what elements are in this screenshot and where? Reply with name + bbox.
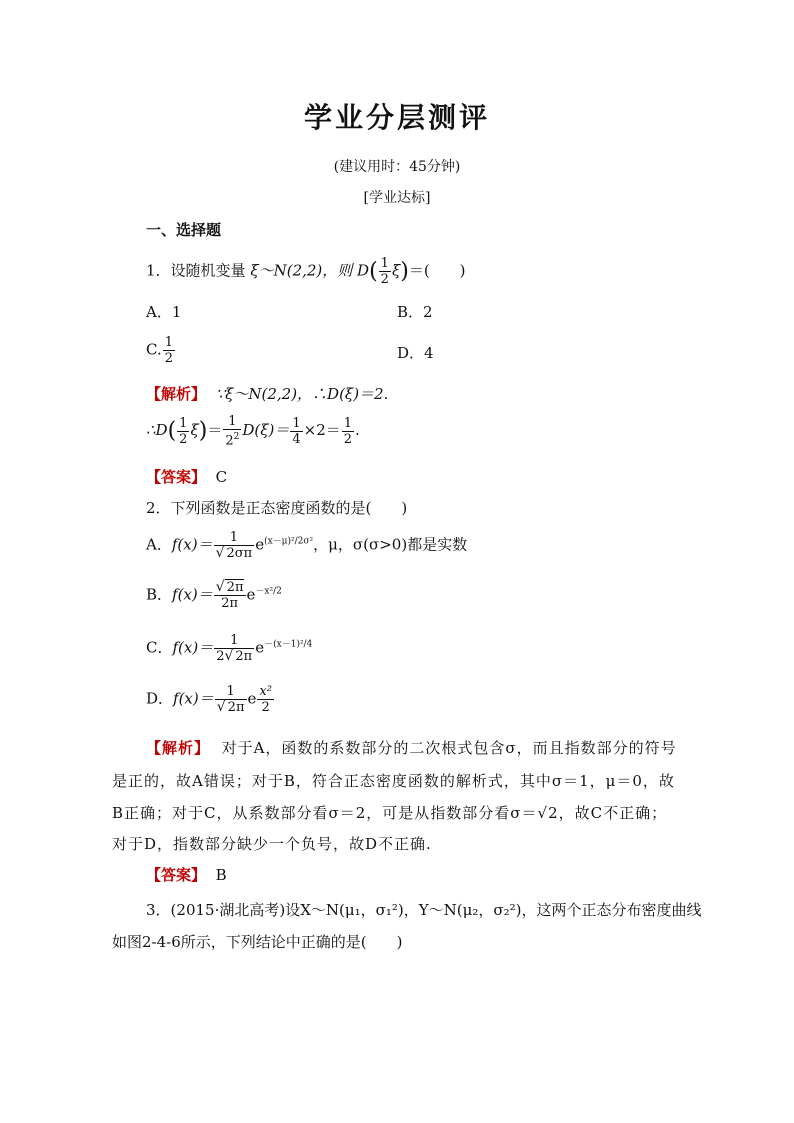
section-heading: 一、选择题 [146, 221, 222, 239]
answer-tag: 【答案】 [146, 468, 207, 486]
q1-fraction: $\frac{1}{2}$ [380, 256, 389, 287]
q1-option-a: A．1 [146, 303, 182, 321]
q3-stem-line2: 如图2-4-6所示，下列结论中正确的是( ) [112, 933, 403, 951]
q1-answer: 【答案】 C [146, 468, 228, 486]
level-label: [学业达标] [363, 190, 431, 206]
time-note: (建议用时：45分钟) [333, 159, 461, 175]
q2-option-d: D．f(x)＝ $\frac{1}{√ 2\pi}$ e $\frac{\text{x²}}{2}$ [146, 684, 272, 715]
q2-option-b: B．f(x)＝ $\frac{√ 2\pi}{2\pi}$ $e^{-x^2/2}$ [146, 579, 282, 611]
q2-stem: 2．下列函数是正态密度函数的是( ) [146, 499, 408, 517]
q2-jiexi-line4: 对于D，指数部分缺少一个负号，故D不正确. [112, 835, 432, 853]
q1-option-c: C. $\frac{1}{2}$ [146, 335, 173, 366]
q2-jiexi-line1: 【解析】 对于A，函数的系数部分的二次根式包含σ，而且指数部分的符号 [146, 739, 677, 757]
page-title: 学业分层测评 [303, 101, 490, 134]
q1-jiexi-line1: 【解析】 ∵ξ～N(2,2)，∴D(ξ)＝2. [146, 385, 389, 403]
q2-jiexi-line3: B正确；对于C，从系数部分看σ＝2，可是从指数部分看σ＝√2，故C不正确； [112, 804, 668, 822]
q2-jiexi-line2: 是正的，故A错误；对于B，符合正态密度函数的解析式，其中σ＝1，μ＝0，故 [112, 772, 675, 790]
q3-stem-line1: 3．(2015·湖北高考)设X～N(μ₁，σ₁²)，Y～N(μ₂，σ₂²)，这两个正态分布密度曲线 [146, 901, 702, 919]
q1-jiexi-line2: ∴D( $\frac{1}{2}$ ξ)＝ $\frac{1}{2^2}$ D(ξ)＝ $\frac{1}{4}$ ×2＝ $\frac{1}{2}$ . [146, 414, 360, 449]
q2-answer: 【答案】 B [146, 866, 227, 884]
q1-option-d: D．4 [397, 344, 434, 362]
q2-option-c: C．f(x)＝ $\frac{1}{2√ 2\pi}$ $e^{-(x-1)^2/4}$ [146, 633, 313, 664]
jiexi-tag: 【解析】 [146, 385, 207, 403]
q1-option-b: B．2 [397, 303, 433, 321]
q2-option-a: A．f(x)＝ $\frac{1}{√ 2\sigma\pi}$ $e^{(x-\mu)^2/2\sigma^2}$，μ，σ(σ>0)都是实数 [146, 530, 468, 561]
q1-stem: 1．设随机变量 ξ～N(2,2)，则 D( $\frac{1}{2}$ ξ)＝( ) [146, 256, 466, 287]
